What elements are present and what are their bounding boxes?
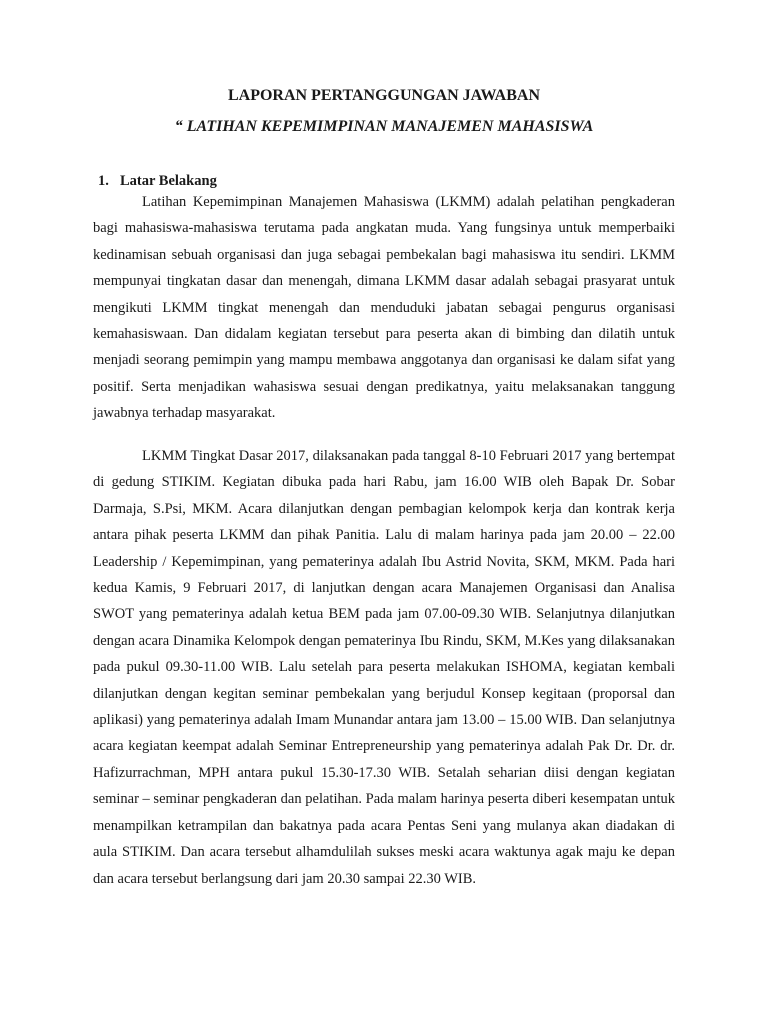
document-title: LAPORAN PERTANGGUNGAN JAWABAN (227, 87, 541, 104)
section-heading-text: Latar Belakang (120, 173, 217, 189)
section-heading (98, 171, 217, 191)
paragraph-event-summary: LKMM Tingkat Dasar 2017, dilaksanakan pada tanggal 8-10 Februari 2017 yang bertempat di gedung STIKIM. Kegiatan dibuka pada hari Rabu, jam 16.00 WIB oleh Bapak Dr. Sobar Darmaja, S.Psi, MKM. Acara dilanjutkan dengan pembagian kelompok kerja dan kontrak kerja antara pihak peserta LKMM dan pihak Panitia. Lalu di malam harinya pada jam 20.00 – 22.00 Leadership / Kepemimpinan, yang pematerinya adalah Ibu Astrid Novita, SKM, MKM. Pada hari kedua Kamis, 9 Februari 2017, di lanjutkan dengan acara Manajemen Organisasi dan Analisa SWOT yang pematerinya adalah ketua BEM pada jam 07.00-09.30 WIB. Selanjutnya dilanjutkan dengan acara Dinamika Kelompok dengan pematerinya Ibu Rindu, SKM, M.Kes yang dilaksanakan pada pukul 09.30-11.00 WIB. Lalu setelah para peserta melakukan ISHOMA, kegiatan kembali dilanjutkan dengan kegitan seminar pembekalan yang berjudul Konsep kegitaan (proporsal dan aplikasi) yang pematerinya adalah Imam Munandar antara jam 13.00 – 15.00 WIB. Dan selanjutnya acara kegiatan keempat adalah Seminar Entrepreneurship yang pematerinya adalah Pak Dr. Dr. dr. Hafizurrachman, MPH antara pukul 15.30-17.30 WIB. Setalah seharian diisi dengan kegiatan seminar – seminar pengkaderan dan pelatihan. Pada malam harinya peserta diberi kesempatan untuk menampilkan ketrampilan dan bakatnya pada acara Pentas Seni yang mulanya akan diadakan di aula STIKIM. Dan acara tersebut alhamdulilah sukses meski acara waktunya agak maju ke depan dan acara tersebut berlangsung dari jam 20.30 sampai 22.30 WIB. (93, 448, 675, 887)
document-subtitle: “ LATIHAN KEPEMIMPINAN MANAJEMEN MAHASISWA (174, 118, 594, 135)
paragraph-background: Latihan Kepemimpinan Manajemen Mahasiswa (LKMM) adalah pelatihan pengkaderan bagi mahasiswa-mahasiswa terutama pada angkatan muda. Yang fungsinya untuk memperbaiki kedinamisan sebuah organisasi dan juga sebagai pembekalan bagi mahasiswa itu sendiri. LKMM mempunyai tingkatan dasar dan menengah, dimana LKMM dasar adalah sebagai prasyarat untuk mengikuti LKMM tingkat menengah dan menduduki jabatan sebagai pengurus organisasi kemahasiswaan. Dan didalam kegiatan tersebut para peserta akan di bimbing dan dilatih untuk menjadi seorang pemimpin yang mampu membawa anggotanya dan organisasi ke dalam sifat yang positif. Serta menjadikan wahasiswa sesuai dengan predikatnya, yaitu melaksanakan tanggung jawabnya terhadap masyarakat. (93, 194, 675, 422)
section-number: 1. (98, 173, 109, 189)
